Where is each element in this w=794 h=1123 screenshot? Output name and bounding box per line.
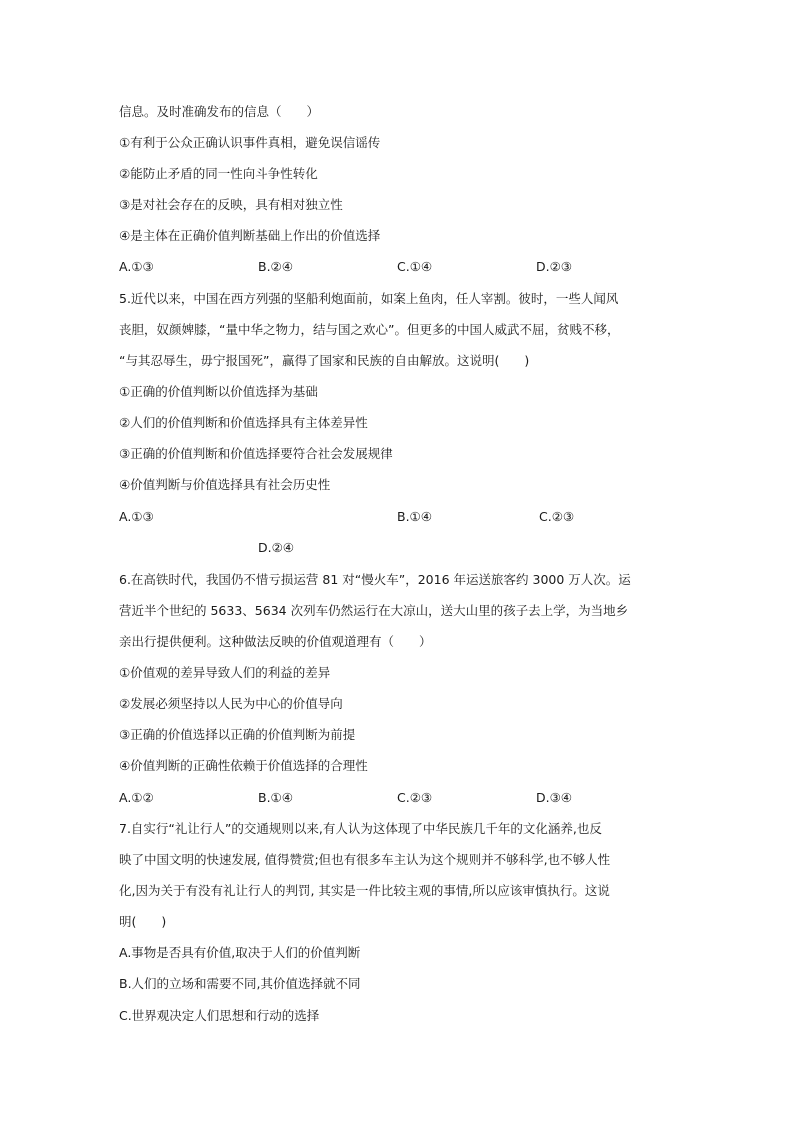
q4-option-b: B.②④ (258, 259, 293, 274)
q7-stem-line-4: 明( ) (119, 914, 167, 929)
q6-options (119, 789, 679, 807)
q6-option-a: A.①② (119, 790, 154, 805)
q4-option-d: D.②③ (536, 259, 573, 274)
q5-stem-line-2: 丧胆，奴颜婢膝，“量中华之物力，结与国之欢心”。但更多的中国人威武不屈，贫贱不移， (119, 322, 620, 337)
q4-item-3: ③是对社会存在的反映，具有相对独立性 (119, 197, 343, 212)
q6-option-c: C.②③ (397, 790, 433, 805)
q5-stem-line-1: 5.近代以来，中国在西方列强的坚船利炮面前，如案上鱼肉，任人宰割。彼时，一些人闻风 (119, 291, 619, 306)
q5-option-b: B.①④ (397, 509, 432, 524)
q6-stem-line-3: 亲出行提供便利。这种做法反映的价值观道理有（ ） (119, 634, 432, 649)
q7-option-b: B.人们的立场和需要不同,其价值选择就不同 (119, 976, 361, 991)
q5-item-1: ①正确的价值判断以价值选择为基础 (119, 384, 318, 399)
q7-option-a: A.事物是否具有价值,取决于人们的价值判断 (119, 945, 361, 960)
q5-item-2: ②人们的价值判断和价值选择具有主体差异性 (119, 415, 368, 430)
q5-options-row-1 (119, 508, 679, 526)
q5-item-3: ③正确的价值判断和价值选择要符合社会发展规律 (119, 446, 393, 461)
q6-option-d: D.③④ (536, 790, 573, 805)
q4-option-c: C.①④ (397, 259, 433, 274)
q7-stem-line-1: 7.自实行“礼让行人”的交通规则以来,有人认为这体现了中华民族几千年的文化涵养,也反 (119, 821, 602, 836)
q6-item-2: ②发展必须坚持以人民为中心的价值导向 (119, 696, 343, 711)
q5-option-a: A.①③ (119, 509, 154, 524)
q4-option-a: A.①③ (119, 259, 154, 274)
q4-item-1: ①有利于公众正确认识事件真相，避免误信谣传 (119, 135, 381, 150)
q6-item-4: ④价值判断的正确性依赖于价值选择的合理性 (119, 758, 368, 773)
q5-item-4: ④价值判断与价值选择具有社会历史性 (119, 477, 331, 492)
q5-stem-line-3: “与其忍辱生，毋宁报国死”，赢得了国家和民族的自由解放。这说明( ) (119, 353, 530, 368)
q7-option-c: C.世界观决定人们思想和行动的选择 (119, 1008, 320, 1023)
q5-option-d: D.②④ (258, 540, 295, 555)
q6-stem-line-2: 营近半个世纪的 5633、5634 次列车仍然运行在大凉山，送大山里的孩子去上学，为当地乡 (119, 603, 629, 618)
q4-options (119, 258, 679, 276)
q4-stem-tail: 信息。及时准确发布的信息（ ） (119, 104, 320, 119)
q5-option-c: C.②③ (539, 509, 575, 524)
q6-stem-line-1: 6.在高铁时代，我国仍不惜亏损运营 81 对“慢火车”，2016 年运送旅客约 3000 万人次。运 (119, 572, 631, 587)
q6-option-b: B.①④ (258, 790, 293, 805)
q4-item-4: ④是主体在正确价值判断基础上作出的价值选择 (119, 228, 381, 243)
q7-stem-line-2: 映了中国文明的快速发展, 值得赞赏;但也有很多车主认为这个规则并不够科学,也不够人性 (119, 852, 611, 867)
q6-item-3: ③正确的价值选择以正确的价值判断为前提 (119, 727, 356, 742)
q7-stem-line-3: 化,因为关于有没有礼让行人的判罚, 其实是一件比较主观的事情,所以应该审慎执行。这说 (119, 883, 610, 898)
q4-item-2: ②能防止矛盾的同一性向斗争性转化 (119, 166, 318, 181)
q5-options-row-2 (119, 539, 679, 557)
q6-item-1: ①价值观的差异导致人们的利益的差异 (119, 665, 331, 680)
